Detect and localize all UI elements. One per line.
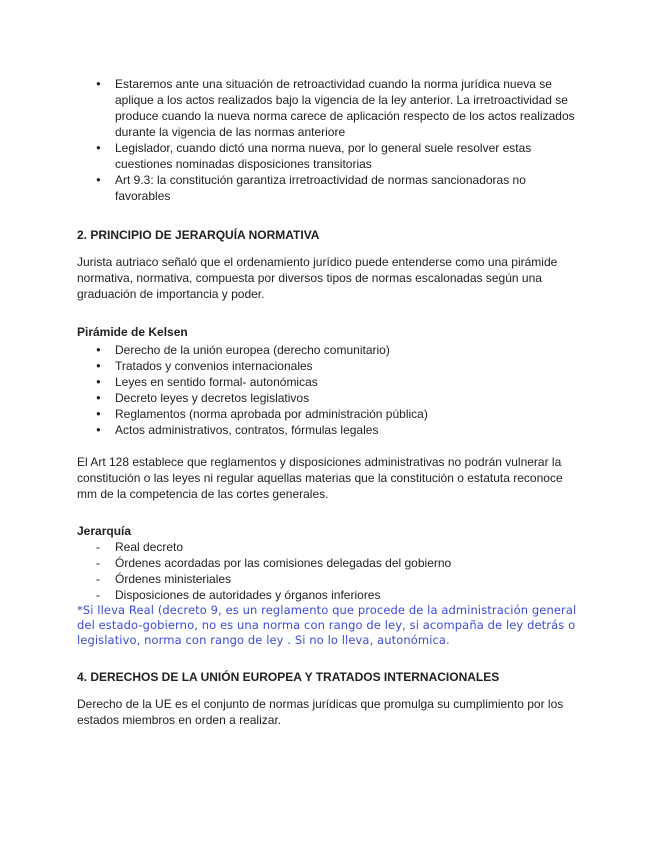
list-item: ● Reglamentos (norma aprobada por administración pública): [77, 406, 577, 422]
list-item: ● Estaremos ante una situación de retroactividad cuando la norma jurídica nueva se aplique a los actos realizados bajo la vigencia de la ley anterior. La irretroactividad se produce cuando la nueva norma carece de aplicación respecto de los actos realizados durante la vigencia de las normas anteriore: [77, 76, 577, 140]
list-item: ● Legislador, cuando dictó una norma nueva, por lo general suele resolver estas cuestiones nominadas disposiciones transitorias: [77, 140, 577, 172]
list-item: ● Art 9.3: la constitución garantiza irretroactividad de normas sancionadoras no favorables: [77, 172, 577, 204]
section-2-paragraph: Jurista autriaco señaló que el ordenamiento jurídico puede entenderse como una pirámide normativa, normativa, compuesta por diversos tipos de normas escalonadas según una graduación de importancia y poder.: [77, 255, 558, 301]
section-2-heading: 2. PRINCIPIO DE JERARQUÍA NORMATIVA: [77, 228, 320, 242]
list-item: - Órdenes ministeriales: [77, 571, 577, 587]
list-item: - Órdenes acordadas por las comisiones delegadas del gobierno: [77, 555, 577, 571]
list-item: - Real decreto: [77, 539, 577, 555]
kelsen-heading: Pirámide de Kelsen: [77, 325, 188, 339]
jerarquia-heading: Jerarquía: [77, 524, 132, 538]
intro-bullet-list: [77, 76, 577, 204]
list-item: - Disposiciones de autoridades y órganos inferiores: [77, 587, 577, 603]
section-4-paragraph: Derecho de la UE es el conjunto de normas jurídicas que promulga su cumplimiento por los estados miembros en orden a realizar.: [77, 697, 564, 727]
document-content: [77, 76, 577, 728]
list-item: ● Actos administrativos, contratos, fórmulas legales: [77, 422, 577, 438]
art-128-paragraph: El Art 128 establece que reglamentos y disposiciones administrativas no podrán vulnerar la constitución o las leyes ni regular aquellas materias que la constitución o estatuta reconoce mm de la competencia de las cortes generales.: [77, 455, 563, 501]
section-4-heading: 4. DERECHOS DE LA UNIÓN EUROPEA Y TRATADOS INTERNACIONALES: [77, 670, 500, 684]
list-item: ● Leyes en sentido formal- autonómicas: [77, 374, 577, 390]
jerarquia-list: [77, 539, 577, 603]
list-item: ● Decreto leyes y decretos legislativos: [77, 390, 577, 406]
kelsen-list: [77, 342, 577, 438]
list-item: ● Derecho de la unión europea (derecho comunitario): [77, 342, 577, 358]
handwritten-note: *Si lleva Real (decreto 9, es un reglamento que procede de la administración general del estado-gobierno, no es una norma con rango de ley, si acompaña de ley detrás o legislativo, norma con rango de ley . Si no lo lleva, autonómica.: [77, 603, 577, 647]
list-item: ● Tratados y convenios internacionales: [77, 358, 577, 374]
